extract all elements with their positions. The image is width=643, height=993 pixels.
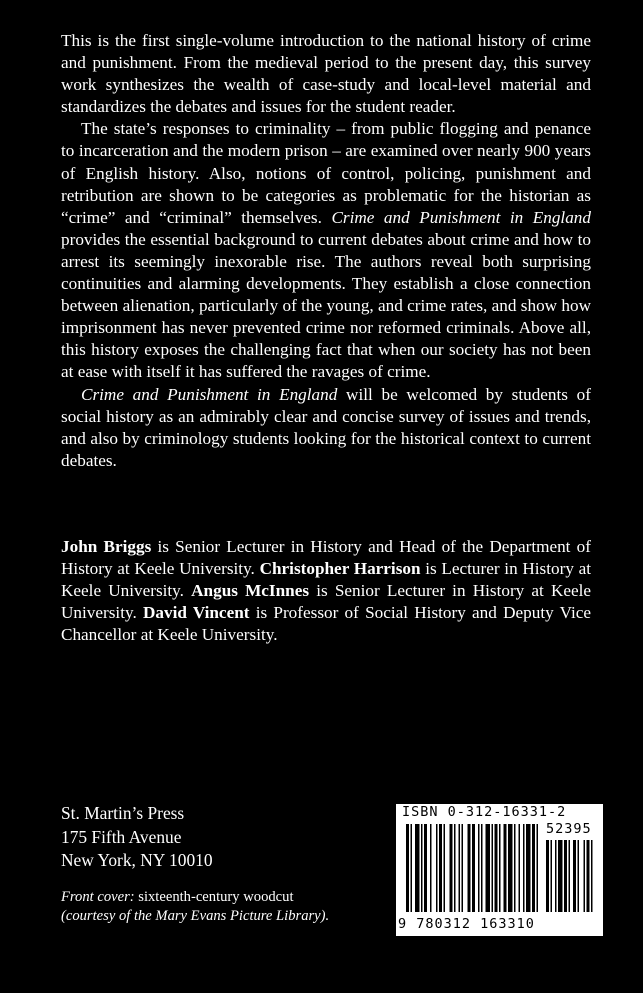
barcode-graphic bbox=[406, 824, 594, 916]
book-title: Crime and Punishment in England bbox=[331, 207, 591, 227]
barcode-bar bbox=[508, 824, 513, 912]
barcode-bar bbox=[486, 824, 491, 912]
author-name: Christopher Harrison bbox=[259, 559, 421, 579]
author-name: Angus McInnes bbox=[191, 581, 310, 601]
barcode-bar bbox=[481, 824, 483, 912]
barcode-bar bbox=[430, 824, 432, 912]
barcode-bar bbox=[537, 824, 539, 912]
publisher-street: 175 Fifth Avenue bbox=[61, 826, 182, 847]
barcode-bar bbox=[415, 824, 420, 912]
cover-credit-text: sixteenth-century woodcut bbox=[138, 889, 294, 905]
barcode-bar bbox=[444, 824, 446, 912]
blurb-paragraph-1: This is the first single-volume introduction to the national history of crime and punishment. From the medieval period to the present day, this survey work synthesizes the wealth of case-study and local-level material and standardizes the debates and issues for the student reader. bbox=[61, 31, 591, 117]
barcode-bar bbox=[504, 824, 507, 912]
barcode-bar bbox=[532, 824, 535, 912]
back-cover-blurb bbox=[61, 30, 591, 472]
author-description: is Lecturer in History at Keele University. bbox=[61, 559, 592, 601]
ean-number: 9 780312 163310 bbox=[398, 916, 535, 932]
publisher-name: St. Martin’s Press bbox=[61, 803, 185, 823]
barcode-bar bbox=[439, 824, 442, 912]
barcode-bar bbox=[523, 824, 525, 912]
barcode-bar bbox=[478, 824, 480, 912]
barcode-bar bbox=[459, 824, 461, 912]
author-description: is Professor of Social History and Deputy Vice Chancellor at Keele University. bbox=[61, 603, 592, 645]
barcode-bars bbox=[406, 824, 594, 916]
barcode-addon-bar bbox=[587, 840, 590, 912]
cover-credit-courtesy: (courtesy of the Mary Evans Picture Library). bbox=[61, 908, 330, 924]
barcode-addon-bar bbox=[569, 840, 571, 912]
barcode-addon-bar bbox=[555, 840, 557, 912]
barcode-bar bbox=[424, 824, 427, 912]
barcode-bar bbox=[495, 824, 498, 912]
barcode-addon-bar bbox=[551, 840, 553, 912]
price-code: 52395 bbox=[546, 821, 592, 837]
cover-credit-label: Front cover: bbox=[61, 889, 135, 905]
barcode-bar bbox=[450, 824, 453, 912]
barcode-bar bbox=[454, 824, 456, 912]
barcode-bar bbox=[462, 824, 464, 912]
barcode-addon-bar bbox=[584, 840, 586, 912]
blurb-paragraph-3: Crime and Punishment in England will be welcomed by students of social history as an admirably clear and concise survey of issues and trends, and also by criminology students looking for the historical context to current debates. bbox=[61, 384, 591, 470]
barcode-bar bbox=[421, 824, 423, 912]
isbn-number: ISBN 0-312-16331-2 bbox=[402, 804, 567, 820]
book-title: Crime and Punishment in England bbox=[81, 384, 338, 404]
publisher-city: New York, NY 10010 bbox=[61, 850, 213, 870]
barcode-bar bbox=[472, 824, 475, 912]
cover-credit bbox=[61, 888, 361, 926]
author-description: is Senior Lecturer in History and Head of the Department of History at Keele University. bbox=[61, 537, 591, 579]
publisher-address bbox=[61, 802, 321, 873]
barcode-bar bbox=[499, 824, 501, 912]
author-description: is Senior Lecturer in History at Keele University. bbox=[61, 581, 592, 623]
barcode-bar bbox=[526, 824, 531, 912]
barcode-addon-bar bbox=[578, 840, 580, 912]
barcode-bar bbox=[468, 824, 471, 912]
barcode-bar bbox=[406, 824, 409, 912]
barcode-addon-bar bbox=[591, 840, 593, 912]
barcode-bar bbox=[492, 824, 494, 912]
barcode-addon-bar bbox=[564, 840, 567, 912]
barcode-bar bbox=[411, 824, 413, 912]
barcode-addon-bar bbox=[558, 840, 563, 912]
barcode-bar bbox=[436, 824, 438, 912]
author-bios bbox=[61, 536, 591, 646]
author-name: David Vincent bbox=[142, 603, 250, 623]
isbn-barcode bbox=[396, 804, 603, 936]
barcode-addon-bar bbox=[546, 840, 549, 912]
author-name: John Briggs bbox=[61, 537, 152, 556]
barcode-addon-bar bbox=[573, 840, 576, 912]
barcode-bar bbox=[514, 824, 516, 912]
barcode-bar bbox=[519, 824, 521, 912]
blurb-paragraph-2: The state’s responses to criminality – from public flogging and penance to incarceration and the modern prison – are examined over nearly 900 years of English history. Also, notions of control, policing, punishment and retribution are shown to be categories as problematic for the historian as “crime” and “criminal” themselves. Crime and Punishment in England provides the essential background to current debates about crime and how to arrest its seemingly inexorable rise. The authors reveal both surprising continuities and alarming developments. They establish a close connection between alienation, particularly of the young, and crime rates, and show how imprisonment has never prevented crime nor reformed criminals. Above all, this history exposes the challenging fact that when our society has not been at ease with itself it has suffered the ravages of crime. bbox=[61, 119, 591, 382]
